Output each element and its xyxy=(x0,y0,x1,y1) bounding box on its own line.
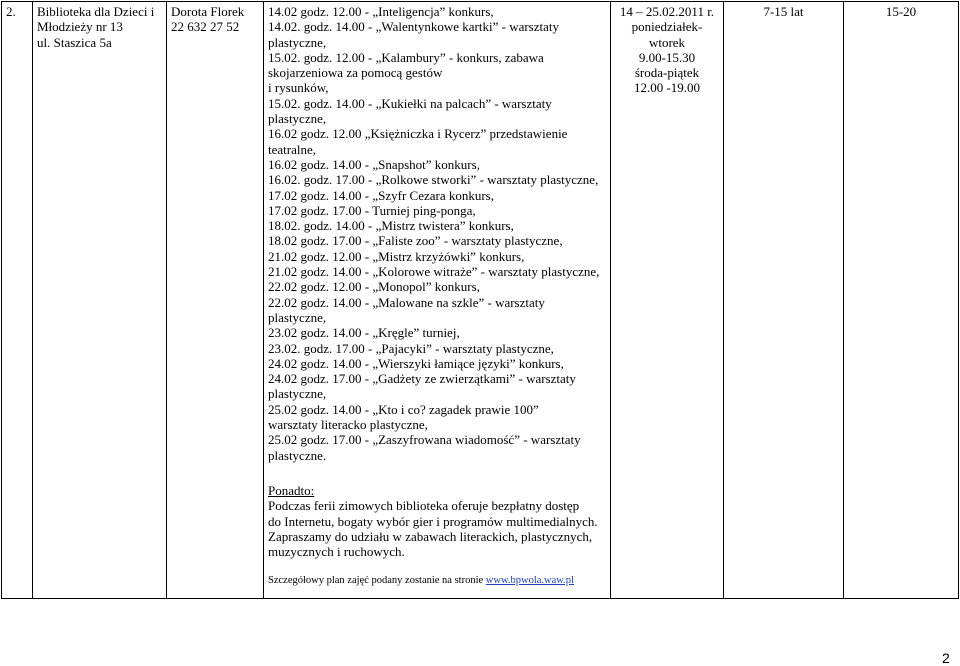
ponadto-line: muzycznych i ruchowych. xyxy=(268,544,405,560)
event-line: 14.02. godz. 14.00 - „Walentynkowe kartki” - warsztaty xyxy=(268,19,560,35)
event-line: 17.02 godz. 14.00 - „Szyfr Cezara konkurs, xyxy=(268,187,494,203)
date-line: 12.00 -19.00 xyxy=(633,80,701,96)
event-line: 25.02 godz. 17.00 - „Zaszyfrowana wiadomość” - warsztaty xyxy=(268,432,581,448)
date-line: 14 – 25.02.2011 r. xyxy=(619,4,715,19)
spacer xyxy=(268,463,606,483)
event-line: warsztaty literacko plastyczne, xyxy=(268,417,428,433)
event-line: 22.02 godz. 12.00 - „Monopol” konkurs, xyxy=(268,279,480,295)
event-line: plastyczne, xyxy=(268,34,327,50)
ponadto-line: Podczas ferii zimowych biblioteka oferuje bezpłatny dostęp xyxy=(268,498,580,514)
contact-cell xyxy=(167,2,264,599)
age-cell: 7-15 lat xyxy=(724,2,844,599)
event-line: 24.02 godz. 14.00 - „Wierszyki łamiące języki” konkurs, xyxy=(268,355,564,371)
event-line: 23.02. godz. 17.00 - „Pajacyki” - warsztaty plastyczne, xyxy=(268,340,554,356)
ponadto-line: Zapraszamy do udziału w zabawach literackich, plastycznych, xyxy=(268,528,593,544)
event-line: 16.02 godz. 14.00 - „Snapshot” konkurs, xyxy=(268,156,480,172)
event-line: teatralne, xyxy=(268,141,316,157)
event-line: 25.02 godz. 14.00 - „Kto i co? zagadek prawie 100” xyxy=(268,401,539,417)
event-line: plastyczne, xyxy=(268,386,327,402)
ponadto-line: do Internetu, bogaty wybór gier i programów multimedialnych. xyxy=(268,513,598,529)
contact-phone: 22 632 27 52 xyxy=(171,19,240,35)
library-line: Młodzieży nr 13 xyxy=(37,19,123,35)
event-line: 16.02 godz. 12.00 „Księżniczka i Rycerz” przedstawienie xyxy=(268,126,568,142)
event-line: 24.02 godz. 17.00 - „Gadżety ze zwierzątkami” - warsztaty xyxy=(268,371,576,387)
event-line: 18.02. godz. 14.00 - „Mistrz twistera” konkurs, xyxy=(268,218,514,234)
event-line: plastyczne, xyxy=(268,309,327,325)
ponadto-text xyxy=(268,498,606,559)
event-line: 16.02. godz. 17.00 - „Rolkowe stworki” - warsztaty plastyczne, xyxy=(268,172,599,188)
event-line: 15.02. godz. 14.00 - „Kukiełki na palcach” - warsztaty xyxy=(268,95,552,111)
event-line: 15.02. godz. 12.00 - „Kalambury” - konkurs, zabawa xyxy=(268,49,544,65)
page-number: 2 xyxy=(942,650,950,666)
library-line: Biblioteka dla Dzieci i xyxy=(37,4,155,19)
event-line: 22.02 godz. 14.00 - „Malowane na szkle” - warsztaty xyxy=(268,294,545,310)
footnote-text: Szczegółowy plan zajęć podany zostanie na stronie xyxy=(268,575,486,587)
event-line: 18.02 godz. 17.00 - „Faliste zoo” - warsztaty plastyczne, xyxy=(268,233,563,249)
date-line: 9.00-15.30 xyxy=(638,49,696,65)
event-line: 17.02 godz. 17.00 - Turniej ping-ponga, xyxy=(268,202,476,218)
events-cell xyxy=(264,2,611,599)
website-link[interactable]: www.bpwola.waw.pl xyxy=(485,575,574,587)
event-line: skojarzeniowa za pomocą gestów xyxy=(268,65,443,81)
table-row xyxy=(2,2,959,599)
participants-cell: 15-20 xyxy=(844,2,959,599)
date-line: wtorek xyxy=(648,34,686,50)
ponadto-label: Ponadto: xyxy=(268,482,315,498)
date-line: środa-piątek xyxy=(634,65,700,81)
footnote xyxy=(268,573,606,588)
library-cell xyxy=(33,2,167,599)
event-line: plastyczne. xyxy=(268,447,327,463)
contact-person: Dorota Florek xyxy=(171,4,245,19)
event-line: i rysunków, xyxy=(268,80,329,96)
event-line: 14.02 godz. 12.00 - „Inteligencja” konkurs, xyxy=(268,4,494,19)
row-number: 2. xyxy=(2,2,33,599)
library-line: ul. Staszica 5a xyxy=(37,34,112,50)
date-line: poniedziałek- xyxy=(631,19,703,35)
events-list xyxy=(268,4,606,463)
dates-cell xyxy=(611,2,724,599)
event-line: 21.02 godz. 14.00 - „Kolorowe witraże” - warsztaty plastyczne, xyxy=(268,264,600,280)
schedule-table xyxy=(1,1,959,599)
event-line: 23.02 godz. 14.00 - „Kręgle” turniej, xyxy=(268,325,460,341)
event-line: 21.02 godz. 12.00 - „Mistrz krzyżówki” konkurs, xyxy=(268,248,525,264)
event-line: plastyczne, xyxy=(268,111,327,127)
